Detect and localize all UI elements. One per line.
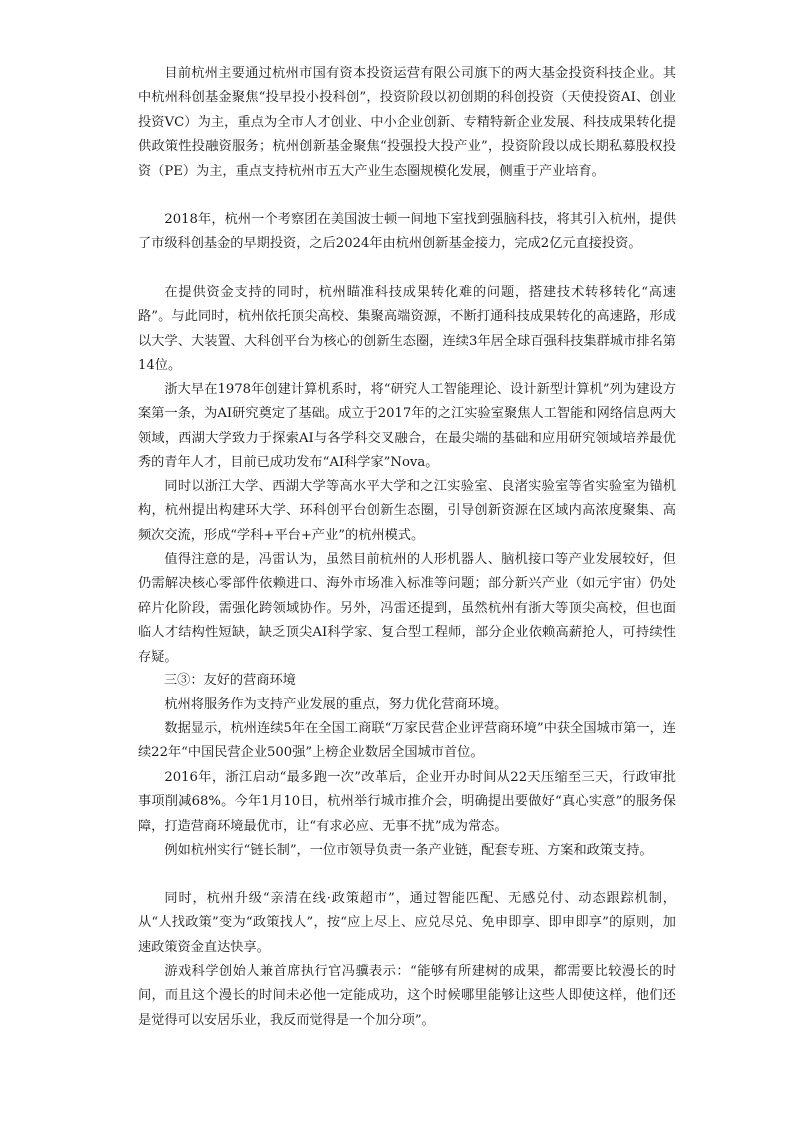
paragraph-quote-fengji: 游戏科学创始人兼首席执行官冯骥表示：“能够有所建树的成果，都需要比较漫长的时间，而且这个漫长的时间未必他一定能成功，这个时候哪里能够让这些人即使这样，他们还是觉得可以安居乐业，我反而觉得是一个加分项”。: [138, 964, 676, 1028]
paragraph-reform: 2016年，浙江启动“最多跑一次”改革后，企业开办时间从22天压缩至三天，行政审批事项削减68%。今年1月10日，杭州举行城市推介会，明确提出要做好“真心实意”的服务保障，打造营商环境最优市，让“有求必应、无事不扰”成为常态。: [138, 770, 676, 834]
paragraph-tech-transfer: 在提供资金支持的同时，杭州瞄准科技成果转化难的问题，搭建技术转移转化“高速路”。与此同时，杭州依托顶尖高校、集聚高端资源，不断打通科技成果转化的高速路，形成以大学、大装置、大科创平台为核心的创新生态圈，连续3年居全球百强科技集群城市排名第14位。: [138, 285, 676, 374]
paragraph-zju-ai: 浙大早在1978年创建计算机系时，将“研究人工智能理论、设计新型计算机”列为建设方案第一条，为AI研究奠定了基础。成立于2017年的之江实验室聚焦人工智能和网络信息两大领域，西湖大学致力于探索AI与各学科交叉融合，在最尖端的基础和应用研究领域培养最优秀的青年人才，目前已成功发布“AI科学家”Nova。: [138, 382, 676, 471]
paragraph-policy-supermarket: 同时，杭州升级“亲清在线·政策超市”，通过智能匹配、无感兑付、动态跟踪机制，从“人找政策”变为“政策找人”，按“应上尽上、应兑尽兑、免申即享、即申即享”的原则，加速政策资金直达快享。: [138, 891, 676, 955]
paragraph-brainco-case: 2018年，杭州一个考察团在美国波士顿一间地下室找到强脑科技，将其引入杭州，提供了市级科创基金的早期投资，之后2024年由杭州创新基金接力，完成2亿元直接投资。: [138, 212, 676, 252]
paragraph-anchor-institutions: 同时以浙江大学、西湖大学等高水平大学和之江实验室、良渚实验室等省实验室为锚机构，杭州提出构建环大学、环科创平台创新生态圈，引导创新资源在区域内高浓度聚集、高频次交流，形成“学科+平台+产业”的杭州模式。: [138, 479, 676, 543]
section-heading: 三③：友好的营商环境: [164, 673, 296, 688]
paragraph-chain-leader: 例如杭州实行“链长制”，一位市领导负责一条产业链，配套专班、方案和政策支持。: [164, 843, 653, 858]
paragraph-service-focus: 杭州将服务作为支持产业发展的重点，努力优化营商环境。: [164, 697, 508, 712]
paragraph-challenges: 值得注意的是，冯雷认为，虽然目前杭州的人形机器人、脑机接口等产业发展较好，但仍需解决核心零部件依赖进口、海外市场准入标准等问题；部分新兴产业（如元宇宙）仍处碎片化阶段，需强化跨领域协作。另外，冯雷还提到，虽然杭州有浙大等顶尖高校，但也面临人才结构性短缺，缺乏顶尖AI科学家、复合型工程师，部分企业依赖高薪抢人，可持续性存疑。: [138, 552, 676, 665]
paragraph-business-ranking: 数据显示，杭州连续5年在全国工商联“万家民营企业评营商环境”中获全国城市第一，连续22年“中国民营企业500强”上榜企业数居全国城市首位。: [138, 721, 676, 761]
paragraph-fund-investment: 目前杭州主要通过杭州市国有资本投资运营有限公司旗下的两大基金投资科技企业。其中杭州科创基金聚焦“投早投小投科创”，投资阶段以初创期的科创投资（天使投资AI、创业投资VC）为主，重点为全市人才创业、中小企业创新、专精特新企业发展、科技成果转化提供政策性投融资服务；杭州创新基金聚焦“投强投大投产业”，投资阶段以成长期私募股权投资（PE）为主，重点支持杭州市五大产业生态圈规模化发展，侧重于产业培育。: [138, 66, 676, 179]
